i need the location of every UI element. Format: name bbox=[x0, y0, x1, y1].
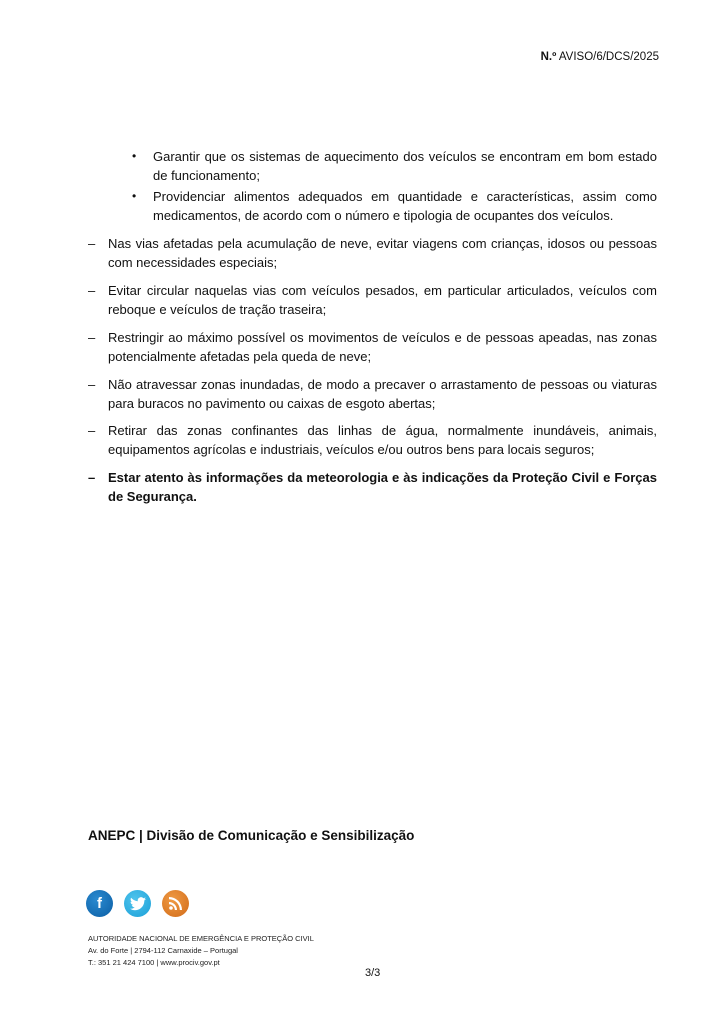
address-contact: T.: 351 21 424 7100 | www.prociv.gov.pt bbox=[88, 958, 220, 967]
dash-marker: – bbox=[88, 330, 96, 345]
twitter-icon[interactable] bbox=[124, 890, 151, 917]
address-block bbox=[88, 933, 314, 969]
rss-icon[interactable] bbox=[162, 890, 189, 917]
twitter-bird-icon bbox=[130, 897, 146, 911]
list-item bbox=[88, 421, 657, 459]
dash-marker: – bbox=[88, 377, 96, 392]
document-reference bbox=[541, 51, 659, 63]
list-item bbox=[88, 375, 657, 413]
dash-marker: – bbox=[88, 423, 96, 438]
sub-bullet-text: Providenciar alimentos adequados em quantidade e características, assim como medicamentos, de acordo com o número e tipologia de ocupantes dos veículos. bbox=[153, 189, 657, 223]
dash-marker: – bbox=[88, 283, 96, 298]
list-item-text: Nas vias afetadas pela acumulação de neve, evitar viagens com crianças, idosos ou pessoas com necessidades especiais; bbox=[108, 236, 657, 270]
list-item-highlight bbox=[88, 468, 657, 506]
list-item-text: Evitar circular naquelas vias com veículos pesados, em particular articulados, veículos com reboque e veículos de tração traseira; bbox=[108, 283, 657, 317]
dash-marker: – bbox=[88, 470, 96, 485]
address-org-name: AUTORIDADE NACIONAL DE EMERGÊNCIA E PROTEÇÃO CIVIL bbox=[88, 934, 314, 943]
list-item bbox=[88, 234, 657, 272]
bullet-marker: • bbox=[132, 189, 137, 203]
social-links bbox=[86, 890, 189, 917]
list-item-text: Não atravessar zonas inundadas, de modo a precaver o arrastamento de pessoas ou viaturas para buracos no pavimento ou caixas de esgoto abertas; bbox=[108, 377, 657, 411]
reference-code: AVISO/6/DCS/2025 bbox=[558, 51, 659, 63]
list-item bbox=[88, 328, 657, 366]
reference-prefix: N.º bbox=[540, 51, 557, 63]
list-item bbox=[88, 281, 657, 319]
list-item-text: Retirar das zonas confinantes das linhas de água, normalmente inundáveis, animais, equipamentos agrícolas e industriais, veículos e/ou outros bens para locais seguros; bbox=[108, 423, 657, 457]
address-street: Av. do Forte | 2794-112 Carnaxide – Portugal bbox=[88, 946, 238, 955]
page-number: 3/3 bbox=[365, 967, 381, 979]
organization-line: ANEPC | Divisão de Comunicação e Sensibilização bbox=[88, 828, 415, 843]
facebook-icon[interactable]: f bbox=[86, 890, 113, 917]
sub-bullet-item bbox=[132, 147, 657, 185]
dash-marker: – bbox=[88, 236, 96, 251]
list-item-text: Estar atento às informações da meteorologia e às indicações da Proteção Civil e Forças de Segurança. bbox=[108, 470, 657, 504]
list-item-text: Restringir ao máximo possível os movimentos de veículos e de pessoas apeadas, nas zonas potencialmente afetadas pela queda de neve; bbox=[108, 330, 657, 364]
sub-bullet-text: Garantir que os sistemas de aquecimento dos veículos se encontram em bom estado de funcionamento; bbox=[153, 149, 657, 183]
rss-feed-icon bbox=[169, 897, 182, 910]
sub-bullet-item bbox=[132, 187, 657, 225]
bullet-marker: • bbox=[132, 149, 137, 163]
